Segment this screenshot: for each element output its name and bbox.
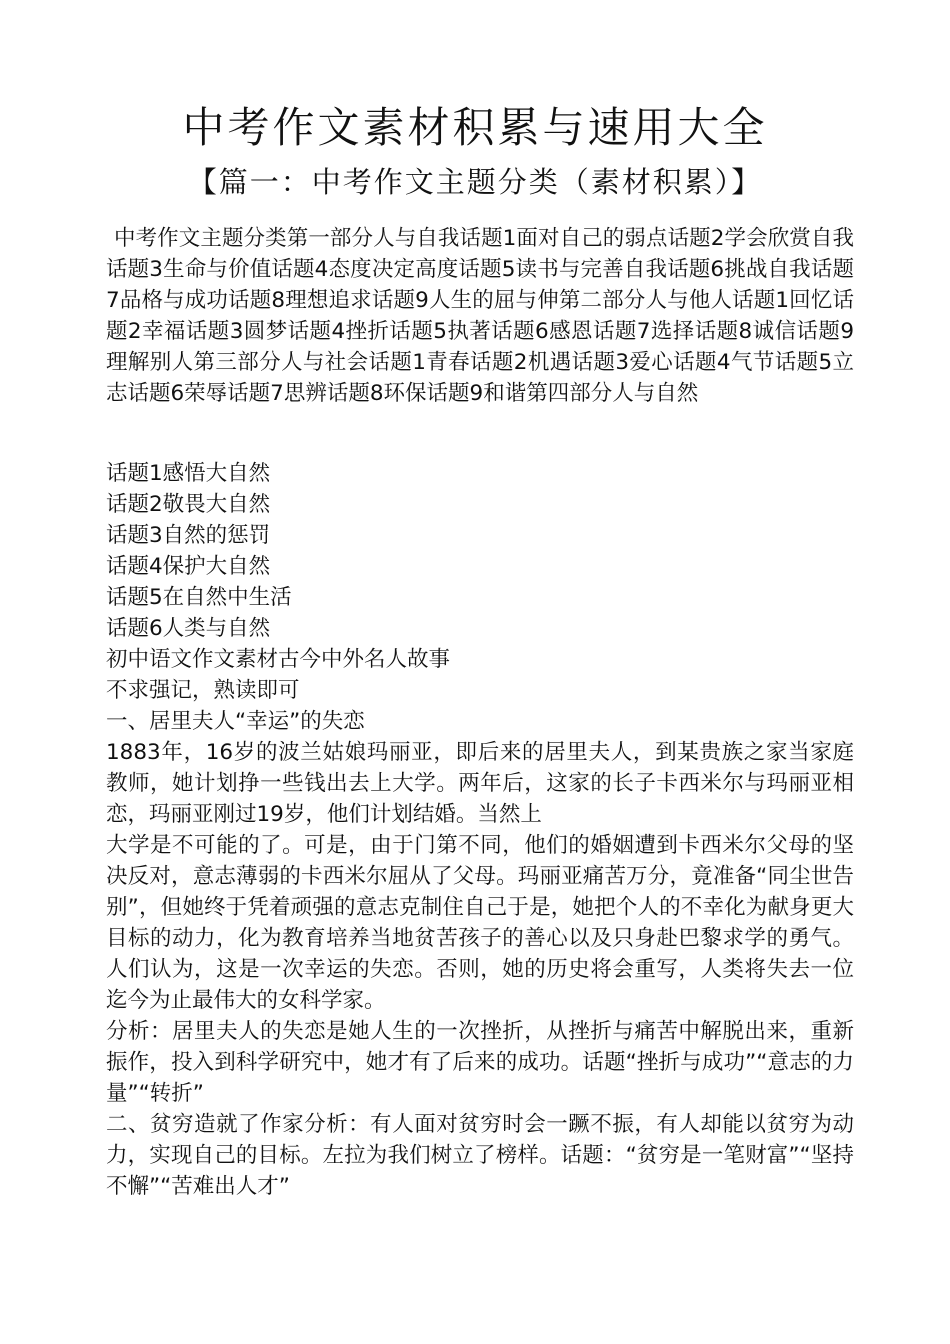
content-body [106,458,854,1202]
topic-item: 话题1感悟大自然 [106,461,271,486]
story-paragraph: 大学是不可能的了。可是，由于门第不同，他们的婚姻遭到卡西米尔父母的坚决反对，意志薄弱的卡西米尔屈从了父母。玛丽亚痛苦万分，竟准备“同尘世告别”，但她终于凭着顽强的意志克制住自己于是，她把个人的不幸化为献身更大目标的动力，化为教育培养当地贫苦孩子的善心以及只身赴巴黎求学的勇气。人们认为，这是一次幸运的失恋。否则，她的历史将会重写，人类将失去一位迄今为止最伟大的女科学家。 [106,833,854,1013]
topic-item: 话题5在自然中生活 [106,585,292,610]
topic-item: 话题6人类与自然 [106,616,271,641]
topic-item: 话题2敬畏大自然 [106,492,271,517]
section-note: 不求强记，熟读即可 [106,678,300,703]
topic-item: 话题4保护大自然 [106,554,271,579]
story-heading: 一、居里夫人“幸运”的失恋 [106,709,365,734]
document-subtitle: 【篇一：中考作文主题分类（素材积累）】 [187,165,763,199]
story-paragraph: 1883年，16岁的波兰姑娘玛丽亚，即后来的居里夫人，到某贵族之家当家庭教师，她计划挣一些钱出去上大学。两年后，这家的长子卡西米尔与玛丽亚相恋，玛丽亚刚过19岁，他们计划结婚。当然上 [106,740,854,827]
topic-item: 话题3自然的惩罚 [106,523,271,548]
intro-paragraph: 中考作文主题分类第一部分人与自我话题1面对自己的弱点话题2学会欣赏自我话题3生命与价值话题4态度决定高度话题5读书与完善自我话题6挑战自我话题7品格与成功话题8理想追求话题9人生的屈与伸第二部分人与他人话题1回忆话题2幸福话题3圆梦话题4挫折话题5执著话题6感恩话题7选择话题8诚信话题9理解别人第三部分人与社会话题1青春话题2机遇话题3爱心话题4气节话题5立志话题6荣辱话题7思辨话题8环保话题9和谐第四部分人与自然 [106,226,854,406]
document-title: 中考作文素材积累与速用大全 [182,103,768,152]
story-analysis: 分析：居里夫人的失恋是她人生的一次挫折，从挫折与痛苦中解脱出来，重新振作，投入到科学研究中，她才有了后来的成功。话题“挫折与成功”“意志的力量”“转折” [106,1019,854,1106]
section-heading: 初中语文作文素材古今中外名人故事 [106,647,451,672]
story-paragraph: 二、贫穷造就了作家分析：有人面对贫穷时会一蹶不振，有人却能以贫穷为动力，实现自己的目标。左拉为我们树立了榜样。话题：“贫穷是一笔财富”“坚持不懈”“苦难出人才” [106,1112,854,1199]
